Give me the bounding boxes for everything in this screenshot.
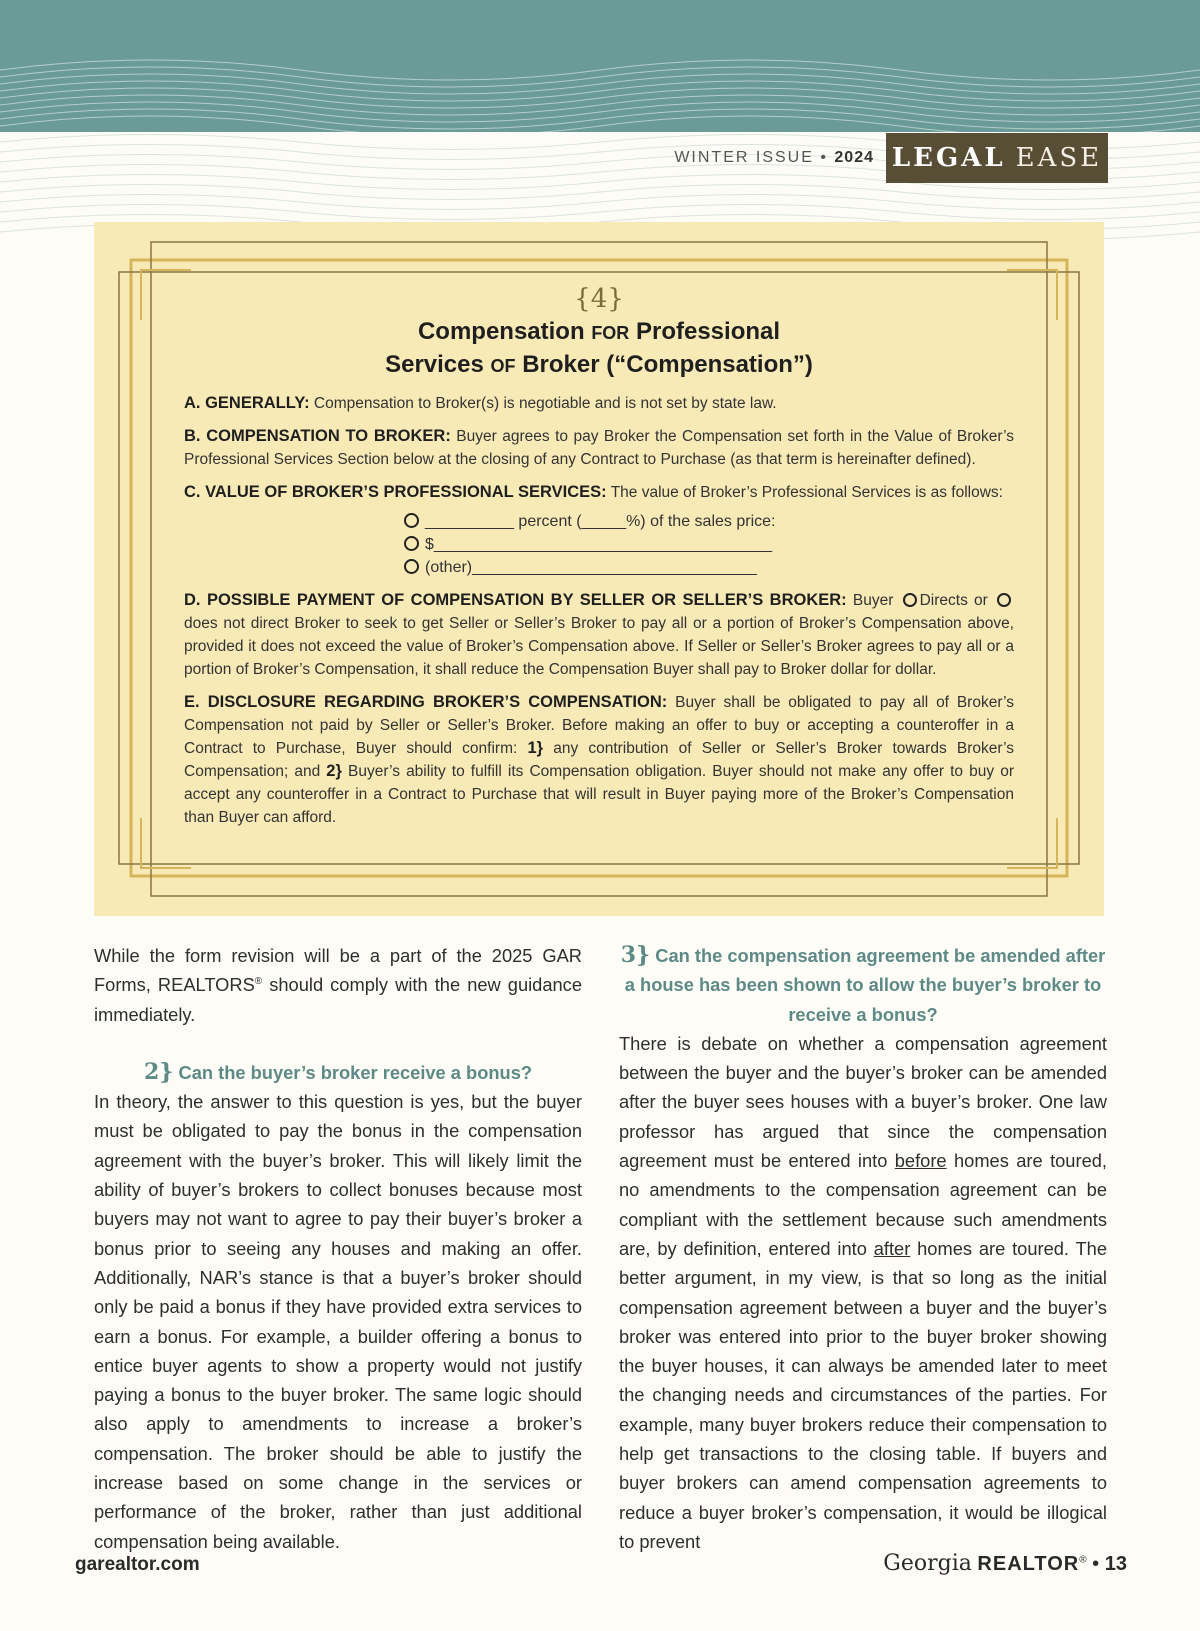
question-3-body-part-3: homes are toured. The better argument, in my view, is that so long as the initial compensation agreement between a buyer and the buyer’s broker was entered into prior to the buyer broker showing the buyer houses, it can always be amended later to meet the changing needs and circumstances of the parties. For example, many buyer brokers reduce their compensation to help get transactions to the closing table. If buyers and buyer brokers can amend compensation agreements to reduce a buyer broker’s compensation, it would be illogical to prevent — [619, 1237, 1107, 1552]
footer-website: garealtor.com — [75, 1554, 200, 1575]
question-2-number: 2} — [143, 1058, 174, 1085]
section-title — [184, 316, 1014, 382]
question-3-body-part-2: homes are toured, no amendments to the compensation agreement can be compliant with the settlement because such amendments are, by definition, entered into — [619, 1150, 1107, 1259]
option-percent-text: __________ percent (_____%) of the sales price: — [425, 513, 776, 530]
title-line1-part-c: Professional — [635, 318, 781, 345]
section-number: {4} — [574, 284, 624, 314]
title-line2-part-c: Broker (“Compensation”) — [522, 351, 813, 378]
underlined-before: before — [894, 1150, 947, 1172]
registered-mark: ® — [254, 976, 263, 988]
article-column-right — [619, 941, 1107, 1556]
clause-d-text-2: Directs or — [919, 592, 988, 609]
clause-c-label: C. VALUE OF BROKER’S PROFESSIONAL SERVICES: — [184, 483, 607, 501]
title-line2-part-a: Services — [385, 351, 484, 378]
option-dollar — [404, 533, 1014, 556]
intro-paragraph — [94, 941, 582, 1029]
column-title-word-1: LEGAL — [891, 143, 1006, 173]
intro-text-2: should comply with the new guidance immediately. — [94, 974, 582, 1025]
footer-magazine — [883, 1551, 1127, 1576]
question-3-body — [619, 1029, 1107, 1556]
clause-c — [184, 481, 1014, 504]
issue-separator: • — [820, 149, 828, 166]
question-3-body-part-1: There is debate on whether a compensation agreement between the buyer and the buyer’s broker can be amended after the buyer sees houses with a buyer’s broker. One law professor has argued that since the compensation agreement must be entered into — [619, 1032, 1107, 1172]
clause-a-label: A. GENERALLY: — [184, 394, 310, 412]
underlined-after: after — [873, 1237, 911, 1259]
top-banner — [0, 0, 1200, 132]
clause-b — [184, 425, 1014, 471]
option-other-text: (other)________________________________ — [425, 559, 757, 576]
clause-d-label: D. POSSIBLE PAYMENT OF COMPENSATION BY SELLER OR SELLER’S BROKER: — [184, 591, 847, 609]
question-3-number: 3} — [620, 942, 651, 968]
intro-text-1: While the form revision will be a part of the 2025 GAR Forms, REALTORS — [94, 945, 582, 996]
wave-pattern — [0, 0, 1200, 132]
title-line1-part-b: FOR — [591, 323, 630, 343]
radio-circle-icon — [404, 513, 419, 528]
question-2-body: In theory, the answer to this question is yes, but the buyer must be obligated to pay the bonus in the compensation agreement with the buyer’s broker. This will likely limit the ability of buyer’s brokers to collect bonuses because most buyers may not want to agree to pay their buyer’s broker a bonus prior to seeing any houses and making an offer. Additionally, NAR’s stance is that a buyer’s broker should only be paid a bonus if they have provided extra services to earn a bonus. For example, a builder offering a bonus to entice buyer agents to show a property would not justify paying a bonus to the buyer broker. The same logic should also apply to amendments to increase a broker’s compensation. The broker should be able to justify the increase based on some change in the services or performance of the broker, rather than just additional compensation being available. — [94, 1091, 582, 1552]
option-percent — [404, 510, 1014, 533]
clause-e-text-1: Buyer shall be obligated to pay all of Broker’s Compensation not paid by Seller or Seller’s Broker. Before making an offer to buy or accepting a counteroffer in a Contract to Purchase, Buyer should confirm: — [184, 694, 1014, 757]
footer-registered-mark: ® — [1079, 1554, 1087, 1566]
clause-e-label: E. DISCLOSURE REGARDING BROKER’S COMPENSATION: — [184, 693, 668, 711]
radio-circle-icon — [404, 559, 419, 574]
option-other — [404, 556, 1014, 579]
clause-a-text: Compensation to Broker(s) is negotiable and is not set by state law. — [313, 395, 777, 412]
question-2-text: Can the buyer’s broker receive a bonus? — [178, 1061, 533, 1083]
magazine-name-georgia: Georgia — [883, 1551, 972, 1576]
magazine-name-realtor: REALTOR — [977, 1553, 1080, 1575]
footer-separator: • — [1092, 1553, 1100, 1575]
issue-year: 2024 — [834, 149, 874, 166]
form-excerpt-box — [94, 222, 1104, 916]
radio-circle-icon — [903, 593, 917, 607]
question-3-text: Can the compensation agreement be amended after a house has been shown to allow the buyer’s broker to receive a bonus? — [624, 945, 1106, 1025]
option-dollar-text: $______________________________________ — [425, 536, 773, 553]
clause-c-text: The value of Broker’s Professional Services is as follows: — [610, 484, 1003, 501]
clause-d-text-1: Buyer — [852, 592, 894, 609]
issue-label — [674, 149, 874, 167]
clause-e-number-1: 1} — [527, 739, 544, 757]
radio-circle-icon — [404, 536, 419, 551]
clause-b-label: B. COMPENSATION TO BROKER: — [184, 427, 451, 445]
clause-e-text-3: Buyer’s ability to fulfill its Compensation obligation. Buyer should not make any offer to buy or accept any counteroffer in a Contract to Purchase that will result in Buyer paying more of the Broker’s Compensation than Buyer can afford. — [184, 763, 1014, 826]
question-2-heading — [94, 1058, 582, 1087]
clause-e-text-2: any contribution of Seller or Seller’s Broker towards Broker’s Compensation; and — [184, 740, 1014, 780]
clause-d — [184, 589, 1014, 681]
column-title-word-2: EASE — [1015, 143, 1103, 173]
radio-circle-icon — [997, 593, 1011, 607]
form-section-content — [184, 284, 1014, 829]
question-3-heading — [619, 941, 1107, 1029]
page-number: 13 — [1104, 1553, 1127, 1575]
compensation-options — [404, 510, 1014, 579]
title-line1-part-a: Compensation — [417, 318, 585, 345]
clause-a — [184, 392, 1014, 415]
column-title-badge — [886, 133, 1108, 183]
issue-season: WINTER ISSUE — [674, 149, 814, 166]
clause-d-text-3: does not direct Broker to seek to get Seller or Seller’s Broker to pay all or a portion of Broker’s Compensation above, provided it does not exceed the value of Broker’s Compensation above. If Seller or Seller’s Broker agrees to pay all or a portion of Broker’s Compensation, it shall reduce the Compensation Buyer shall pay to Broker dollar for dollar. — [184, 615, 1014, 678]
title-line2-part-b: OF — [490, 356, 516, 376]
clause-e-number-2: 2} — [326, 762, 342, 780]
clause-b-text: Buyer agrees to pay Broker the Compensation set forth in the Value of Broker’s Professional Services Section below at the closing of any Contract to Purchase (as that term is hereinafter defined). — [184, 428, 1014, 468]
clause-e — [184, 691, 1014, 829]
article-column-left — [94, 941, 582, 1556]
